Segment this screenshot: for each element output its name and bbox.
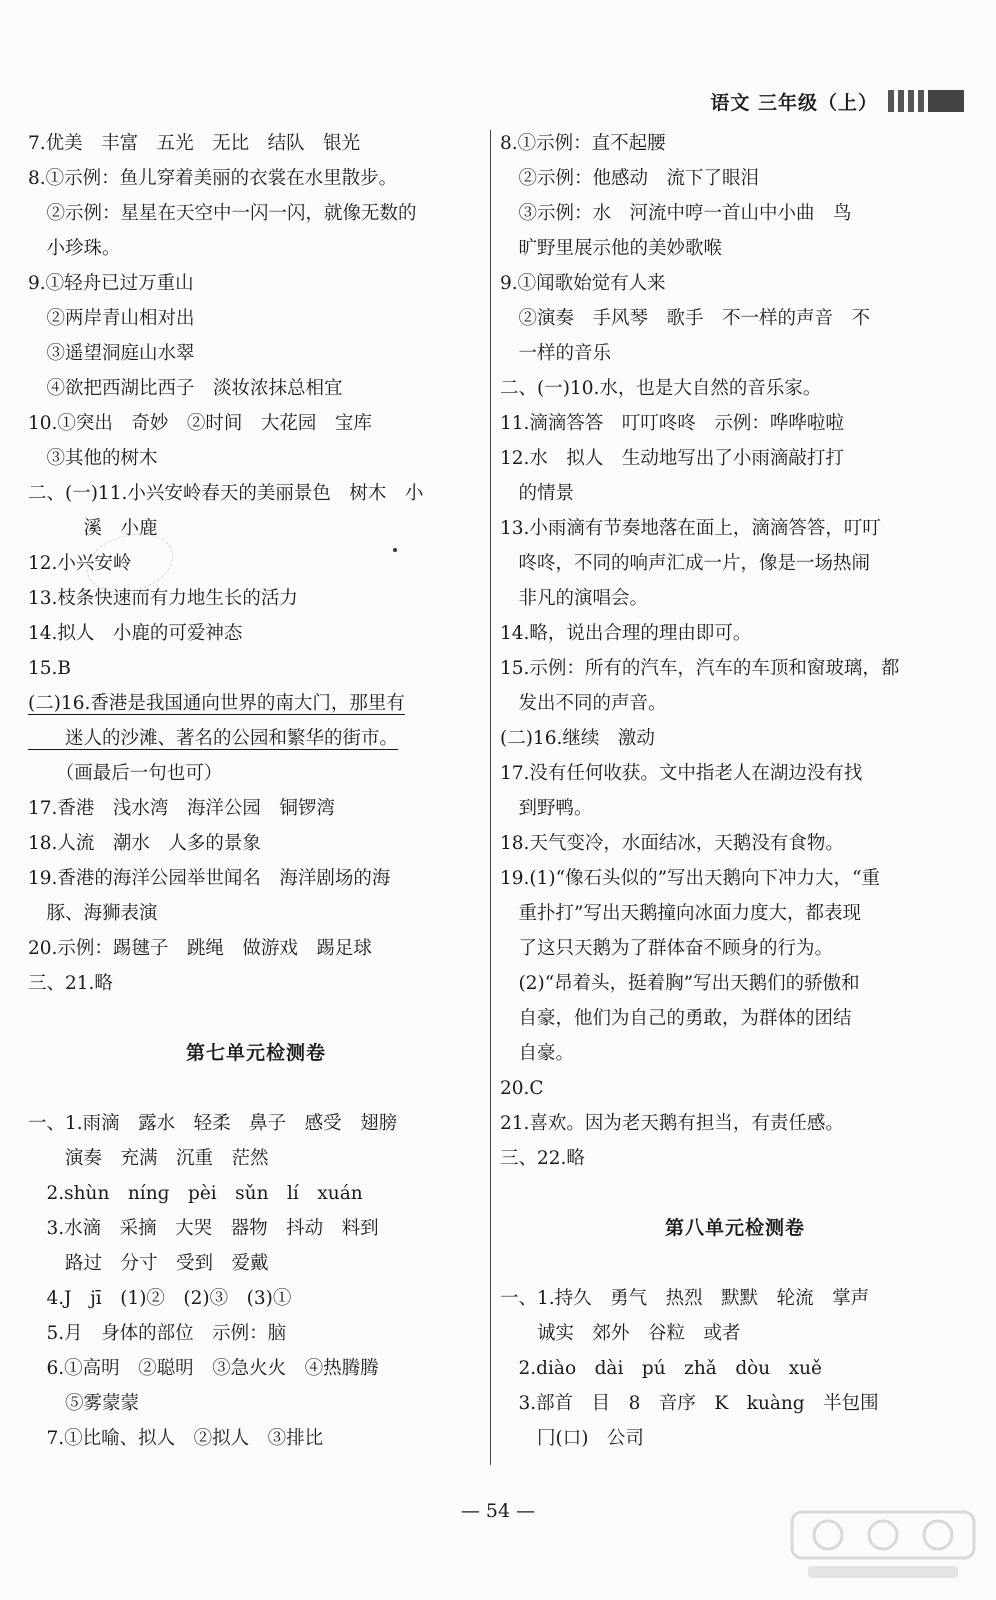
answer-line: 豚、海狮表演 [28,903,158,924]
answer-line: 11.滴滴答答 叮叮咚咚 示例：哗哗啦啦 [500,413,844,434]
answer-line: ②演奏 手风琴 歌手 不一样的声音 不 [500,308,871,329]
answer-line: 17.香港 浅水湾 海洋公园 铜锣湾 [28,798,335,819]
answer-line: 15.示例：所有的汽车，汽车的车顶和窗玻璃，都 [500,658,900,679]
answer-line: 到野鸭。 [500,798,593,819]
spacer [500,1176,970,1211]
header-bar [898,90,904,112]
answer-line: 9.①闻歌始觉有人来 [500,273,666,294]
answer-line: 发出不同的声音。 [500,693,667,714]
header-title: 语文 三年级（上） [710,91,878,114]
answer-line: ④欲把西湖比西子 淡妆浓抹总相宜 [28,378,343,399]
answer-line: 19.香港的海洋公园举世闻名 海洋剧场的海 [28,868,391,889]
section-title-unit-7: 第七单元检测卷 [185,1042,326,1064]
spacer [28,1071,484,1106]
answer-line: 6.①高明 ②聪明 ③急火火 ④热腾腾 [28,1358,379,1379]
header-decoration-bars [884,90,964,112]
answer-line: 21.喜欢。因为老天鹅有担当，有责任感。 [500,1113,844,1134]
answer-line: 3.部首 目 8 音序 K kuàng 半包围 [500,1393,879,1414]
answer-line: 2.shùn nínɡ pèi sǔn lí xuán [28,1183,363,1204]
answer-line: ②示例：星星在天空中一闪一闪，就像无数的 [28,203,417,224]
answer-line: 18.天气变冷，水面结冰，天鹅没有食物。 [500,833,844,854]
answer-line: ③示例：水 河流中哼一首山中小曲 鸟 [500,203,852,224]
answer-line: 三、22.略 [500,1148,585,1169]
column-divider [490,130,491,1465]
answer-line: 5.月 身体的部位 示例：脑 [28,1323,287,1344]
ink-dot [393,548,397,552]
answer-line: 咚咚，不同的响声汇成一片，像是一场热闹 [500,553,871,574]
answer-line: 自豪，他们为自己的勇敢，为群体的团结 [500,1008,852,1029]
header-bar [888,90,894,112]
answer-line: 旷野里展示他的美妙歌喉 [500,238,723,259]
answer-line: 9.①轻舟已过万重山 [28,273,194,294]
spacer [500,1246,970,1281]
answer-line: 15.B [28,658,72,679]
answer-line: 重扑打”写出天鹅撞向冰面力度大，都表现 [500,903,861,924]
answer-line: ③其他的树木 [28,448,158,469]
answer-line: 7.①比喻、拟人 ②拟人 ③排比 [28,1428,324,1449]
answer-line: 20.示例：踢毽子 跳绳 做游戏 踢足球 [28,938,372,959]
answer-line: ②示例：他感动 流下了眼泪 [500,168,760,189]
left-column [28,126,484,1456]
answer-line: 10.①突出 奇妙 ②时间 大花园 宝库 [28,413,372,434]
answer-line: 非凡的演唱会。 [500,588,649,609]
answer-line: 的情景 [500,483,575,504]
spacer [28,1001,484,1036]
answer-line: 一、1.雨滴 露水 轻柔 鼻子 感受 翅膀 [28,1113,398,1134]
answer-line: 13.小雨滴有节奏地落在面上，滴滴答答，叮叮 [500,518,881,539]
answer-line: 溪 小鹿 [28,518,158,539]
answer-line: 诚实 郊外 谷粒 或者 [500,1323,741,1344]
answer-line: 二、(一)11.小兴安岭春天的美丽景色 树木 小 [28,483,424,504]
answer-line: 14.拟人 小鹿的可爱神态 [28,623,243,644]
answer-line: 4.J jī (1)② (2)③ (3)① [28,1288,292,1309]
answer-line: 了这只天鹅为了群体奋不顾身的行为。 [500,938,834,959]
right-column [500,126,970,1456]
answer-line: 冂(口) 公司 [500,1428,644,1449]
answer-line: ⑤雾蒙蒙 [28,1393,140,1414]
page-header [710,86,964,116]
page-number: — 54 — [460,1500,536,1522]
header-bar [918,90,924,112]
answer-line: 18.人流 潮水 人多的景象 [28,833,261,854]
answer-line: (二)16.继续 激动 [500,728,655,749]
header-bar [928,90,964,112]
answer-line: 19.(1)“像石头似的”写出天鹅向下冲力大，“重 [500,868,881,889]
answer-line: 一、1.持久 勇气 热烈 默默 轮流 掌声 [500,1288,870,1309]
answer-line: 自豪。 [500,1043,575,1064]
answer-line: 小珍珠。 [28,238,121,259]
answer-line: 2.diào dài pú zhǎ dòu xuě [500,1358,823,1379]
answer-line: 8.①示例：鱼儿穿着美丽的衣裳在水里散步。 [28,168,398,189]
answer-line: 二、(一)10.水，也是大自然的音乐家。 [500,378,822,399]
answer-line: 17.没有任何收获。文中指老人在湖边没有找 [500,763,863,784]
answer-line: 14.略，说出合理的理由即可。 [500,623,752,644]
header-bar [908,90,914,112]
answer-line: 13.枝条快速而有力地生长的活力 [28,588,298,609]
answer-line: 三、21.略 [28,973,113,994]
watermark-logo-icon [788,1506,978,1586]
answer-line: 3.水滴 采摘 大哭 器物 抖动 料到 [28,1218,379,1239]
answer-line: 12.水 拟人 生动地写出了小雨滴敲打打 [500,448,844,469]
answer-line: 20.C [500,1078,544,1099]
answer-line: (2)“昂着头，挺着胸”写出天鹅们的骄傲和 [500,973,860,994]
answer-line: 演奏 充满 沉重 茫然 [28,1148,269,1169]
answer-line: 一样的音乐 [500,343,612,364]
answer-line: ②两岸青山相对出 [28,308,195,329]
section-title-unit-8: 第八单元检测卷 [664,1217,805,1239]
answer-line: 8.①示例：直不起腰 [500,133,666,154]
answer-line: 路过 分寸 受到 爱戴 [28,1253,269,1274]
answer-line: 7.优美 丰富 五光 无比 结队 银光 [28,133,361,154]
answer-line-underlined: 迷人的沙滩、著名的公园和繁华的街市。 [28,728,399,749]
answer-line-underlined: (二)16.香港是我国通向世界的南大门，那里有 [28,693,405,714]
answer-line: ③遥望洞庭山水翠 [28,343,195,364]
answer-line: （画最后一句也可） [28,763,223,784]
answer-line: 12.小兴安岭 [28,553,132,574]
